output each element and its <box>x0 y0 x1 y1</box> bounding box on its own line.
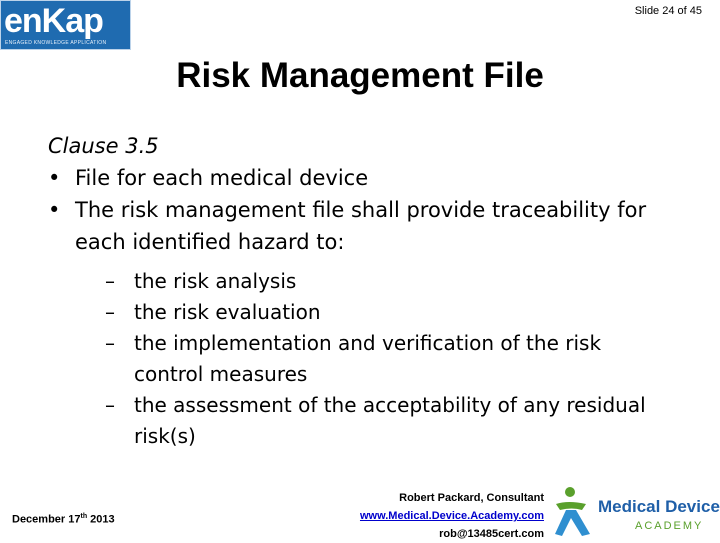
figure-icon <box>552 484 596 538</box>
sub-bullet-item <box>105 266 668 297</box>
bullet-item <box>48 162 668 194</box>
sub-bullet-list <box>48 266 668 452</box>
sub-bullet-text: the assessment of the acceptability of any residual risk(s) <box>134 393 646 448</box>
enkap-logo <box>0 0 131 50</box>
presenter-name: Robert Packard, Consultant <box>399 492 544 504</box>
slide-number: Slide 24 of 45 <box>634 5 702 17</box>
dash-marker: – <box>105 300 115 324</box>
bullet-text: File for each medical device <box>75 166 369 190</box>
bullet-marker: • <box>48 198 61 222</box>
clause-heading: Clause 3.5 <box>48 134 159 158</box>
sub-bullet-text: the risk analysis <box>134 269 297 293</box>
sub-bullet-text: the risk evaluation <box>134 300 321 324</box>
dash-marker: – <box>105 269 115 293</box>
date-year: 2013 <box>90 513 115 526</box>
academy-logo-name: Medical Device <box>598 497 720 516</box>
enkap-logo-text: enKap <box>4 2 103 40</box>
date-ordinal: th <box>80 513 88 520</box>
sub-bullet-item <box>105 297 668 328</box>
dash-marker: – <box>105 331 115 355</box>
academy-logo-sub: ACADEMY <box>635 520 704 532</box>
website-link[interactable]: www.Medical.Device.Academy.com <box>359 510 544 522</box>
dash-marker: – <box>105 393 115 417</box>
bullet-text: The risk management file shall provide traceability for each identified hazard to: <box>75 198 647 254</box>
enkap-logo-tagline: ENGAGED KNOWLEDGE APPLICATION <box>5 40 107 46</box>
slide-body <box>48 130 668 452</box>
email-address: rob@13485cert.com <box>439 528 544 540</box>
sub-bullet-item <box>105 390 668 452</box>
bullet-item <box>48 194 668 258</box>
date-month-day: December 17 <box>12 513 81 526</box>
bullet-marker: • <box>48 166 61 190</box>
sub-bullet-item <box>105 328 668 390</box>
footer-date <box>12 513 115 526</box>
slide-title: Risk Management File <box>176 56 544 95</box>
sub-bullet-text: the implementation and verification of the risk control measures <box>134 331 602 386</box>
footer-contact <box>360 489 544 543</box>
medical-device-academy-logo <box>552 484 720 540</box>
